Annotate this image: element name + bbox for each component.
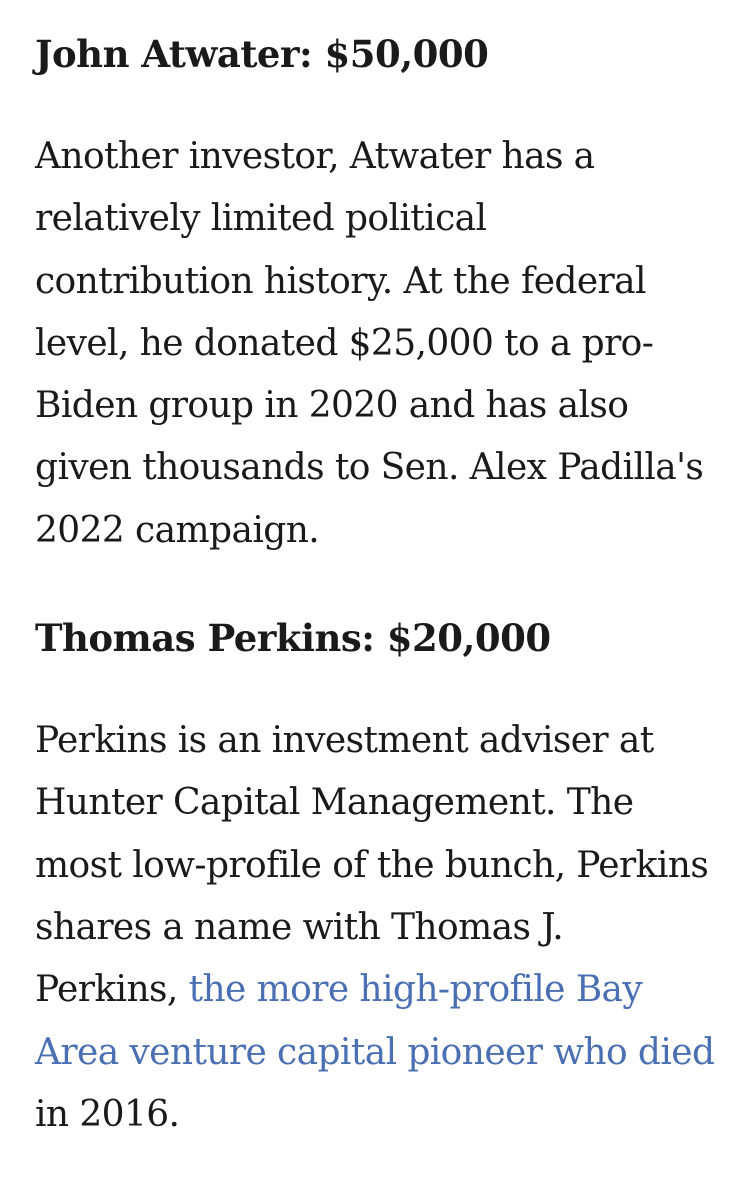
section-paragraph-perkins xyxy=(35,710,715,1146)
paragraph-text-before-link: Perkins is an investment adviser at Hunter Capital Management. The most low-profile of the bunch, Perkins shares a name with Thomas J. Perkins, xyxy=(35,720,709,1011)
spacer xyxy=(35,86,715,126)
section-heading-perkins: Thomas Perkins: $20,000 xyxy=(35,616,551,661)
section-paragraph-atwater: Another investor, Atwater has a relatively limited political contribution history. At the federal level, he donated $25,000 to a pro-Biden group in 2020 and has also given thousands to Sen. Alex Padilla's 2022 campaign. xyxy=(35,136,704,551)
article-body xyxy=(35,22,715,1146)
spacer xyxy=(35,670,715,710)
thomas-j-perkins-link[interactable]: the more high-profile Bay Area venture capital pioneer who died xyxy=(35,969,715,1073)
paragraph-text-after-link: in 2016. xyxy=(35,1093,180,1135)
section-heading-atwater: John Atwater: $50,000 xyxy=(35,32,489,76)
spacer xyxy=(35,562,715,606)
